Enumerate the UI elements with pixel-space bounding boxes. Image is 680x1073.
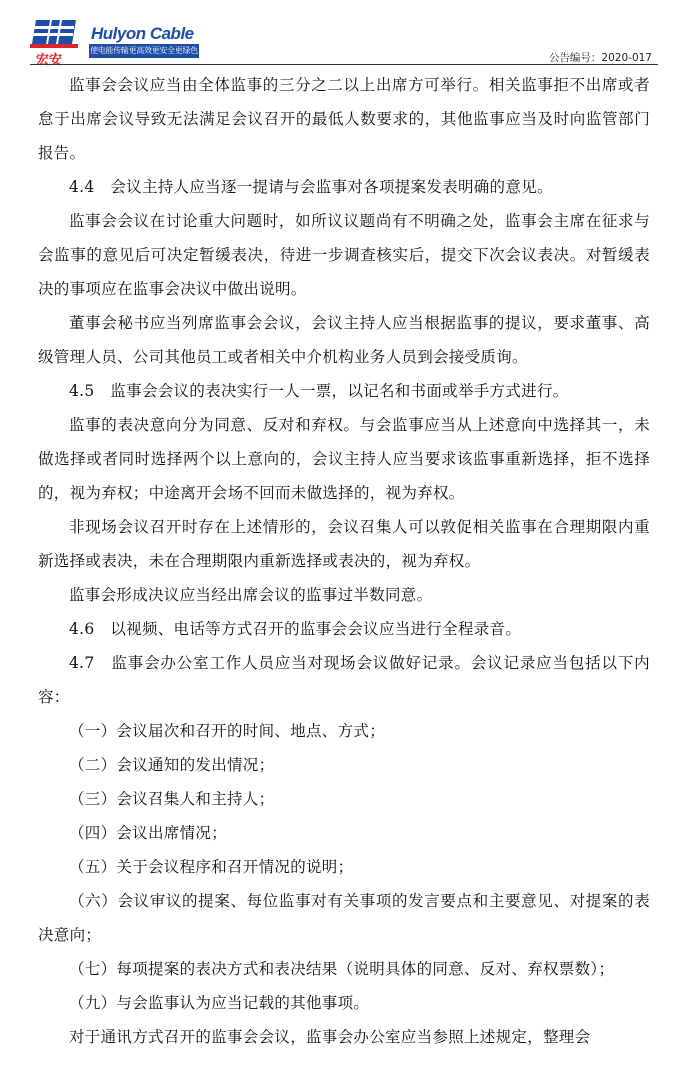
document-body: [38, 68, 650, 1054]
logo-mark-icon: [30, 16, 90, 50]
list-item: （九）与会监事认为应当记载的其他事项。: [69, 994, 370, 1012]
page-header: [0, 0, 680, 68]
paragraph: 监事的表决意向分为同意、反对和弃权。与会监事应当从上述意向中选择其一，未做选择或者同时选择两个以上意向的，会议主持人应当要求该监事重新选择，拒不选择的，视为弃权；中途离开会场不回而未做选择的，视为弃权。: [38, 416, 650, 502]
clause-4-6: 4.6 以视频、电话等方式召开的监事会会议应当进行全程录音。: [69, 620, 522, 638]
paragraph: 非现场会议召开时存在上述情形的，会议召集人可以敦促相关监事在合理期限内重新选择或表决，未在合理期限内重新选择或表决的，视为弃权。: [38, 518, 650, 570]
brand-name-en: Hulyon Cable: [91, 24, 194, 43]
paragraph: 监事会会议在讨论重大问题时，如所议议题尚有不明确之处，监事会主席在征求与会监事的意见后可决定暂缓表决，待进一步调查核实后，提交下次会议表决。对暂缓表决的事项应在监事会决议中做出说明。: [38, 212, 650, 298]
paragraph: 监事会会议应当由全体监事的三分之二以上出席方可举行。相关监事拒不出席或者怠于出席会议导致无法满足会议召开的最低人数要求的，其他监事应当及时向监管部门报告。: [38, 76, 650, 162]
clause-4-4: 4.4 会议主持人应当逐一提请与会监事对各项提案发表明确的意见。: [69, 178, 553, 196]
notice-number: 公告编号：2020-017: [548, 52, 652, 64]
header-divider: [30, 64, 658, 65]
list-item: （六）会议审议的提案、每位监事对有关事项的发言要点和主要意见、对提案的表决意向；: [38, 892, 650, 944]
list-item: （三）会议召集人和主持人；: [69, 790, 275, 808]
clause-4-5: 4.5 监事会会议的表决实行一人一票，以记名和书面或举手方式进行。: [69, 382, 569, 400]
list-item: （五）关于会议程序和召开情况的说明；: [69, 858, 354, 876]
list-item: （二）会议通知的发出情况；: [69, 756, 275, 774]
clause-4-7: 4.7 监事会办公室工作人员应当对现场会议做好记录。会议记录应当包括以下内容：: [38, 654, 650, 706]
paragraph: 董事会秘书应当列席监事会会议，会议主持人应当根据监事的提议，要求董事、高级管理人员、公司其他员工或者相关中介机构业务人员到会接受质询。: [38, 314, 650, 366]
paragraph: 对于通讯方式召开的监事会会议，监事会办公室应当参照上述规定，整理会: [69, 1028, 591, 1046]
list-item: （一）会议届次和召开的时间、地点、方式；: [69, 722, 386, 740]
paragraph: 监事会形成决议应当经出席会议的监事过半数同意。: [69, 586, 433, 604]
brand-slogan: 使电能传输更高效更安全更绿色: [89, 44, 199, 58]
brand-name-cn: 宏安: [36, 53, 63, 68]
list-item: （四）会议出席情况；: [69, 824, 228, 842]
list-item: （七）每项提案的表决方式和表决结果（说明具体的同意、反对、弃权票数）；: [69, 960, 615, 978]
